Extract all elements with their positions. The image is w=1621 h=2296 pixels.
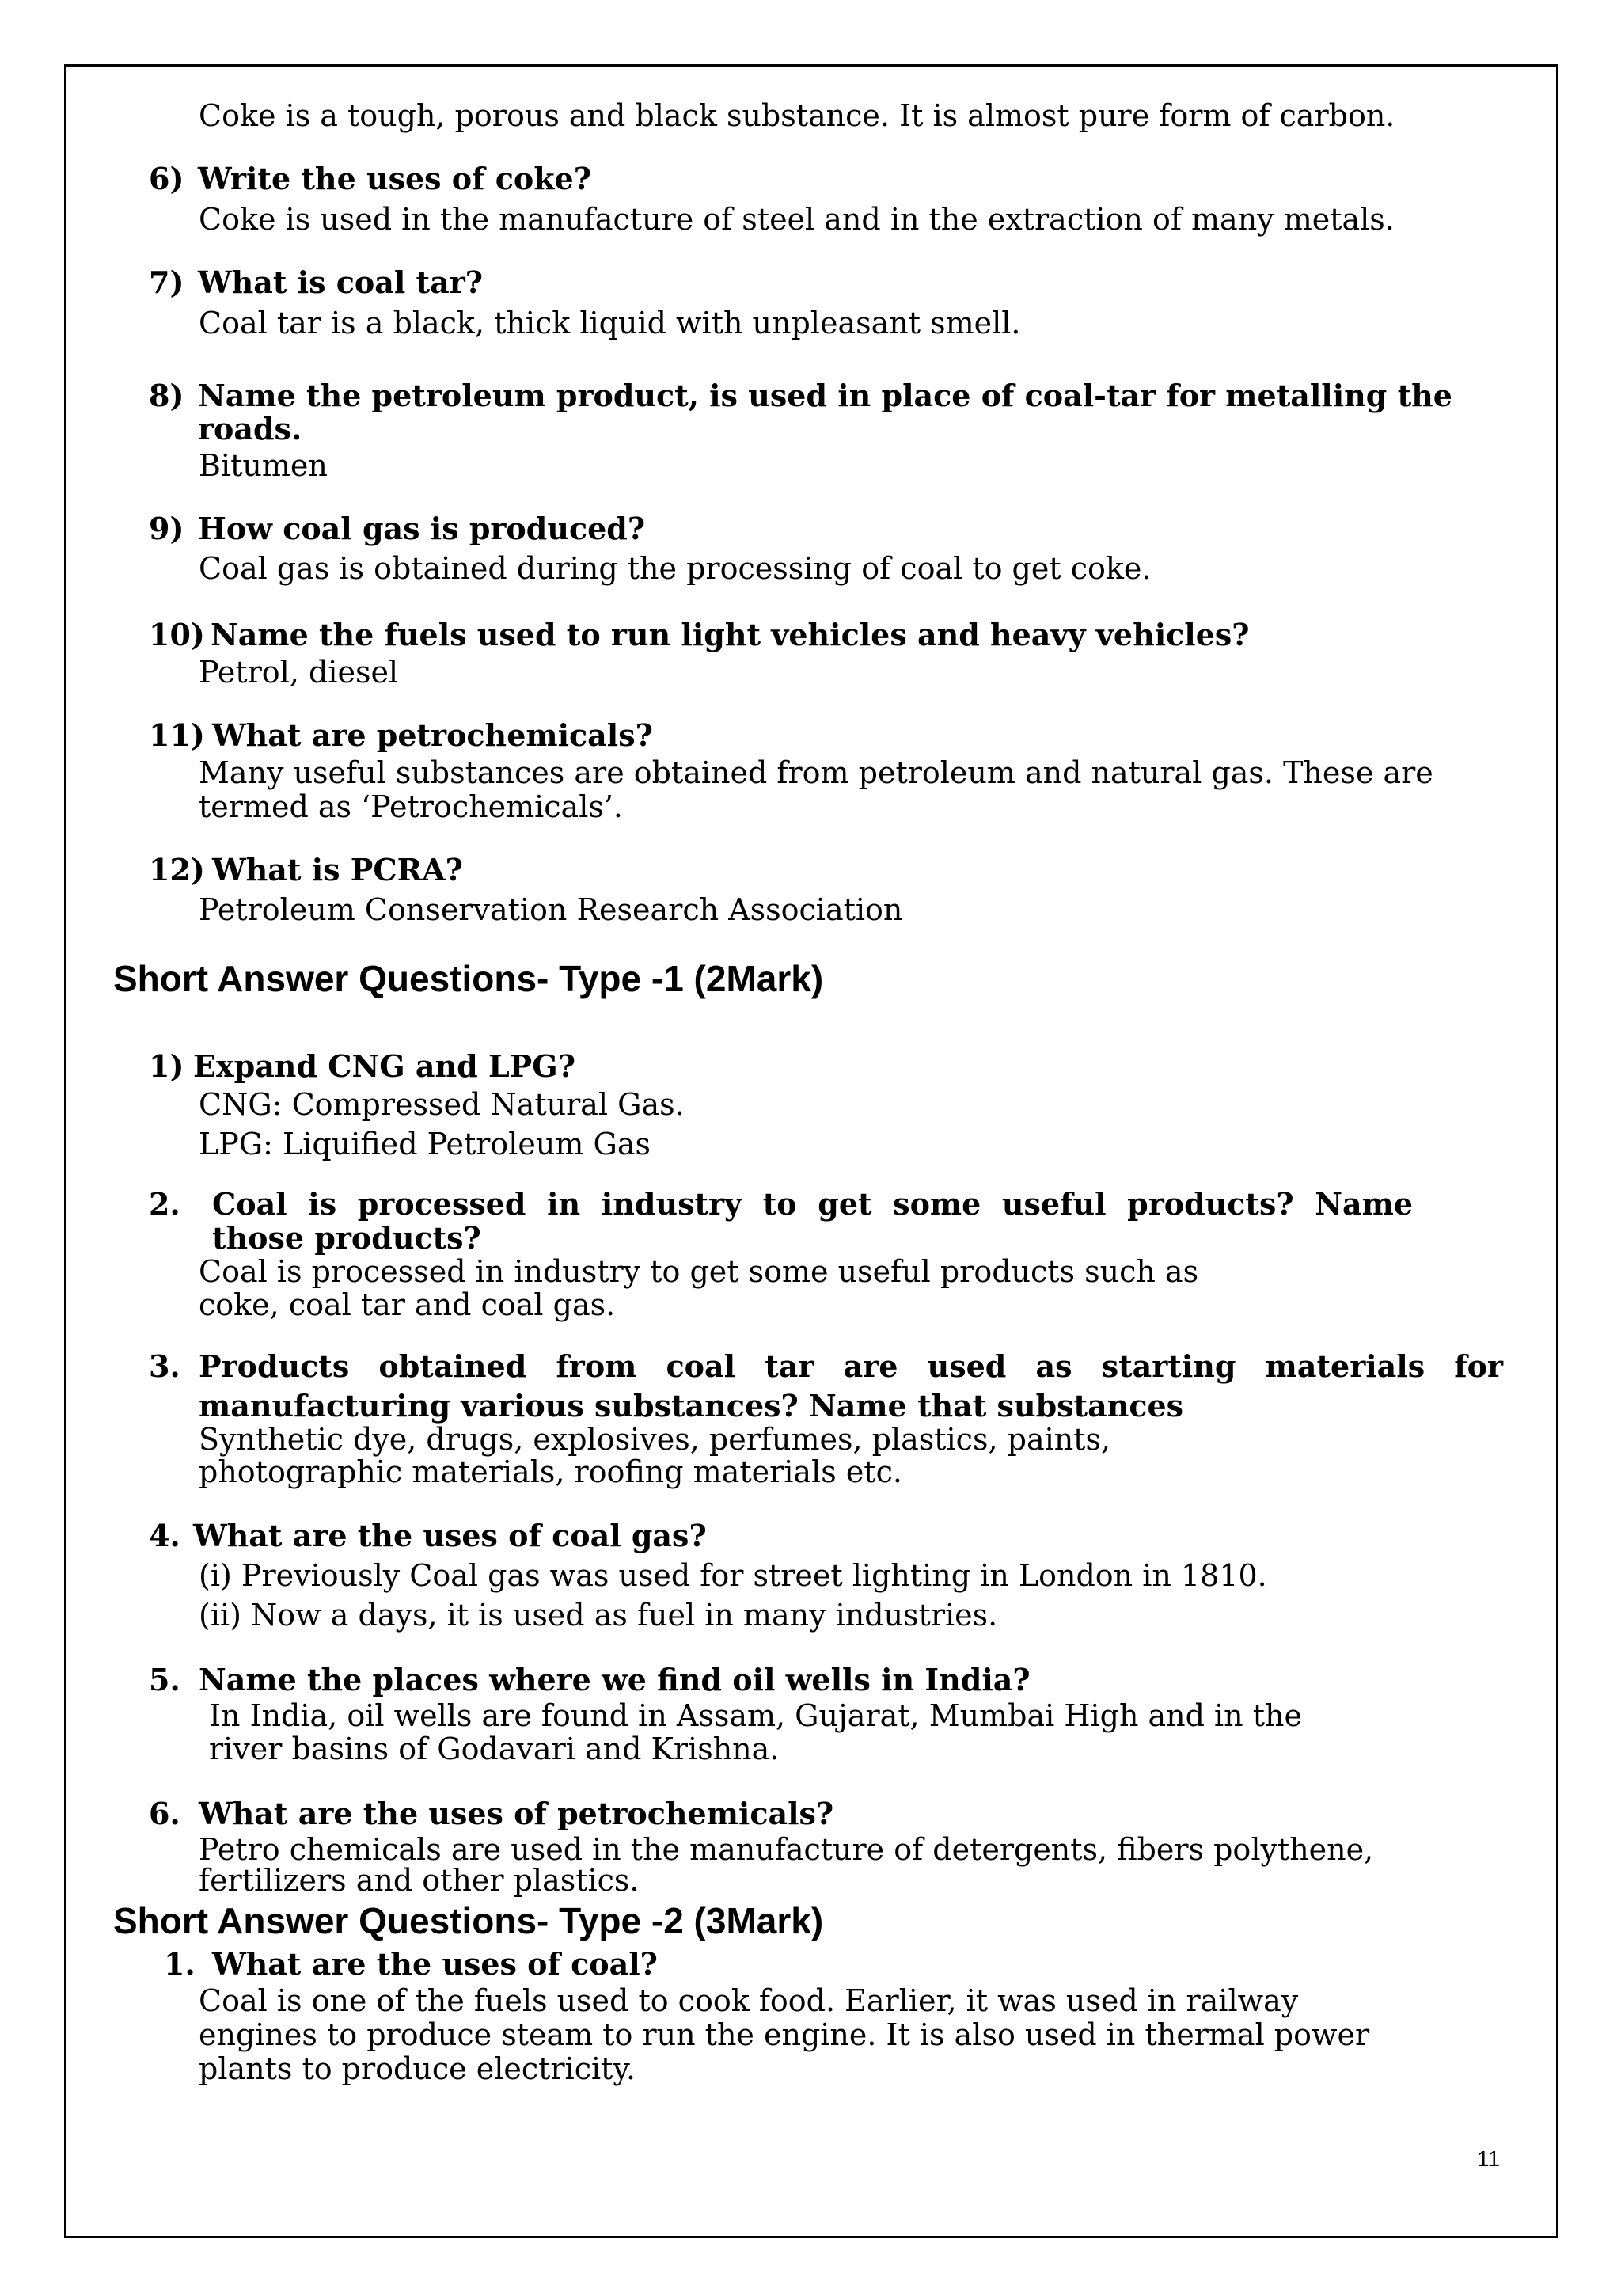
vsa-q7-question: What is coal tar? [198,264,483,300]
vsa-q9-question: How coal gas is produced? [198,511,646,546]
s2-q1-question: What are the uses of coal? [212,1946,658,1982]
vsa-q12-number: 12) [149,852,205,888]
vsa-q11-question: What are petrochemicals? [212,717,653,753]
s1-q4-answer-line2: (ii) Now a days, it is used as fuel in many industries. [199,1598,998,1633]
section-heading-type2: Short Answer Questions- Type -2 (3Mark) [113,1900,824,1941]
s1-q6-answer-line2: fertilizers and other plastics. [199,1863,640,1898]
page-number: 11 [1477,2146,1501,2171]
intro-text: Coke is a tough, porous and black substance. It is almost pure form of carbon. [199,98,1395,133]
s1-q1-number: 1) [149,1048,184,1084]
s2-q1-number: 1. [164,1946,196,1982]
s1-q1-answer-line1: CNG: Compressed Natural Gas. [199,1087,685,1122]
section-heading-type1: Short Answer Questions- Type -1 (2Mark) [113,958,824,999]
vsa-q8-answer: Bitumen [199,448,328,483]
vsa-q6-number: 6) [149,161,184,196]
s1-q2-number: 2. [149,1186,180,1222]
s1-q5-question: Name the places where we find oil wells in India? [199,1662,1031,1697]
vsa-q12-question: What is PCRA? [212,852,463,888]
vsa-q7-answer: Coal tar is a black, thick liquid with unpleasant smell. [199,306,1021,340]
vsa-q8-question-line1: Name the petroleum product, is used in place of coal-tar for metalling the [198,378,1452,413]
s1-q4-question: What are the uses of coal gas? [193,1518,707,1553]
s1-q6-question: What are the uses of petrochemicals? [199,1796,834,1831]
s2-q1-answer-line2: engines to produce steam to run the engine. It is also used in thermal power [199,2017,1370,2052]
vsa-q11-answer-line2: termed as ‘Petrochemicals’. [199,789,624,824]
vsa-q8-number: 8) [149,378,184,413]
s1-q2-question-line1: Coal is processed in industry to get some useful products? Name [212,1186,1413,1222]
s1-q2-question-line2: those products? [212,1220,481,1256]
vsa-q11-number: 11) [149,717,205,753]
s1-q3-question-line1: Products obtained from coal tar are used as starting materials for [199,1348,1503,1384]
s1-q3-number: 3. [149,1348,180,1384]
vsa-q8-question-line2: roads. [198,411,302,447]
vsa-q11-answer-line1: Many useful substances are obtained from petroleum and natural gas. These are [199,755,1433,790]
s1-q3-question-line2: manufacturing various substances? Name that substances [199,1388,1184,1424]
vsa-q12-answer: Petroleum Conservation Research Association [199,892,903,927]
vsa-q6-question: Write the uses of coke? [198,161,591,196]
s1-q1-question: Expand CNG and LPG? [193,1048,575,1084]
s1-q4-number: 4. [149,1518,180,1553]
vsa-q9-answer: Coal gas is obtained during the processing of coal to get coke. [199,551,1152,586]
s1-q3-answer-line1: Synthetic dye, drugs, explosives, perfumes, plastics, paints, [199,1422,1111,1457]
s1-q5-answer-line2: river basins of Godavari and Krishna. [209,1732,780,1766]
vsa-q9-number: 9) [149,511,184,546]
s1-q6-number: 6. [149,1796,180,1831]
s1-q3-answer-line2: photographic materials, roofing materials etc. [199,1454,902,1489]
s1-q5-answer-line1: In India, oil wells are found in Assam, Gujarat, Mumbai High and in the [209,1698,1302,1733]
s2-q1-answer-line3: plants to produce electricity. [199,2051,636,2086]
s1-q2-answer-line2: coke, coal tar and coal gas. [199,1287,616,1322]
vsa-q10-question: Name the fuels used to run light vehicles and heavy vehicles? [211,617,1250,652]
vsa-q10-number: 10) [149,617,205,652]
s1-q4-answer-line1: (i) Previously Coal gas was used for street lighting in London in 1810. [199,1558,1267,1593]
s1-q5-number: 5. [149,1662,180,1697]
s1-q6-answer-line1: Petro chemicals are used in the manufacture of detergents, fibers polythene, [199,1832,1374,1867]
vsa-q10-answer: Petrol, diesel [199,655,399,690]
vsa-q7-number: 7) [149,264,184,300]
s1-q2-answer-line1: Coal is processed in industry to get some useful products such as [199,1254,1199,1289]
s1-q1-answer-line2: LPG: Liquified Petroleum Gas [199,1127,651,1161]
vsa-q6-answer: Coke is used in the manufacture of steel and in the extraction of many metals. [199,202,1395,237]
s2-q1-answer-line1: Coal is one of the fuels used to cook food. Earlier, it was used in railway [199,1983,1299,2018]
